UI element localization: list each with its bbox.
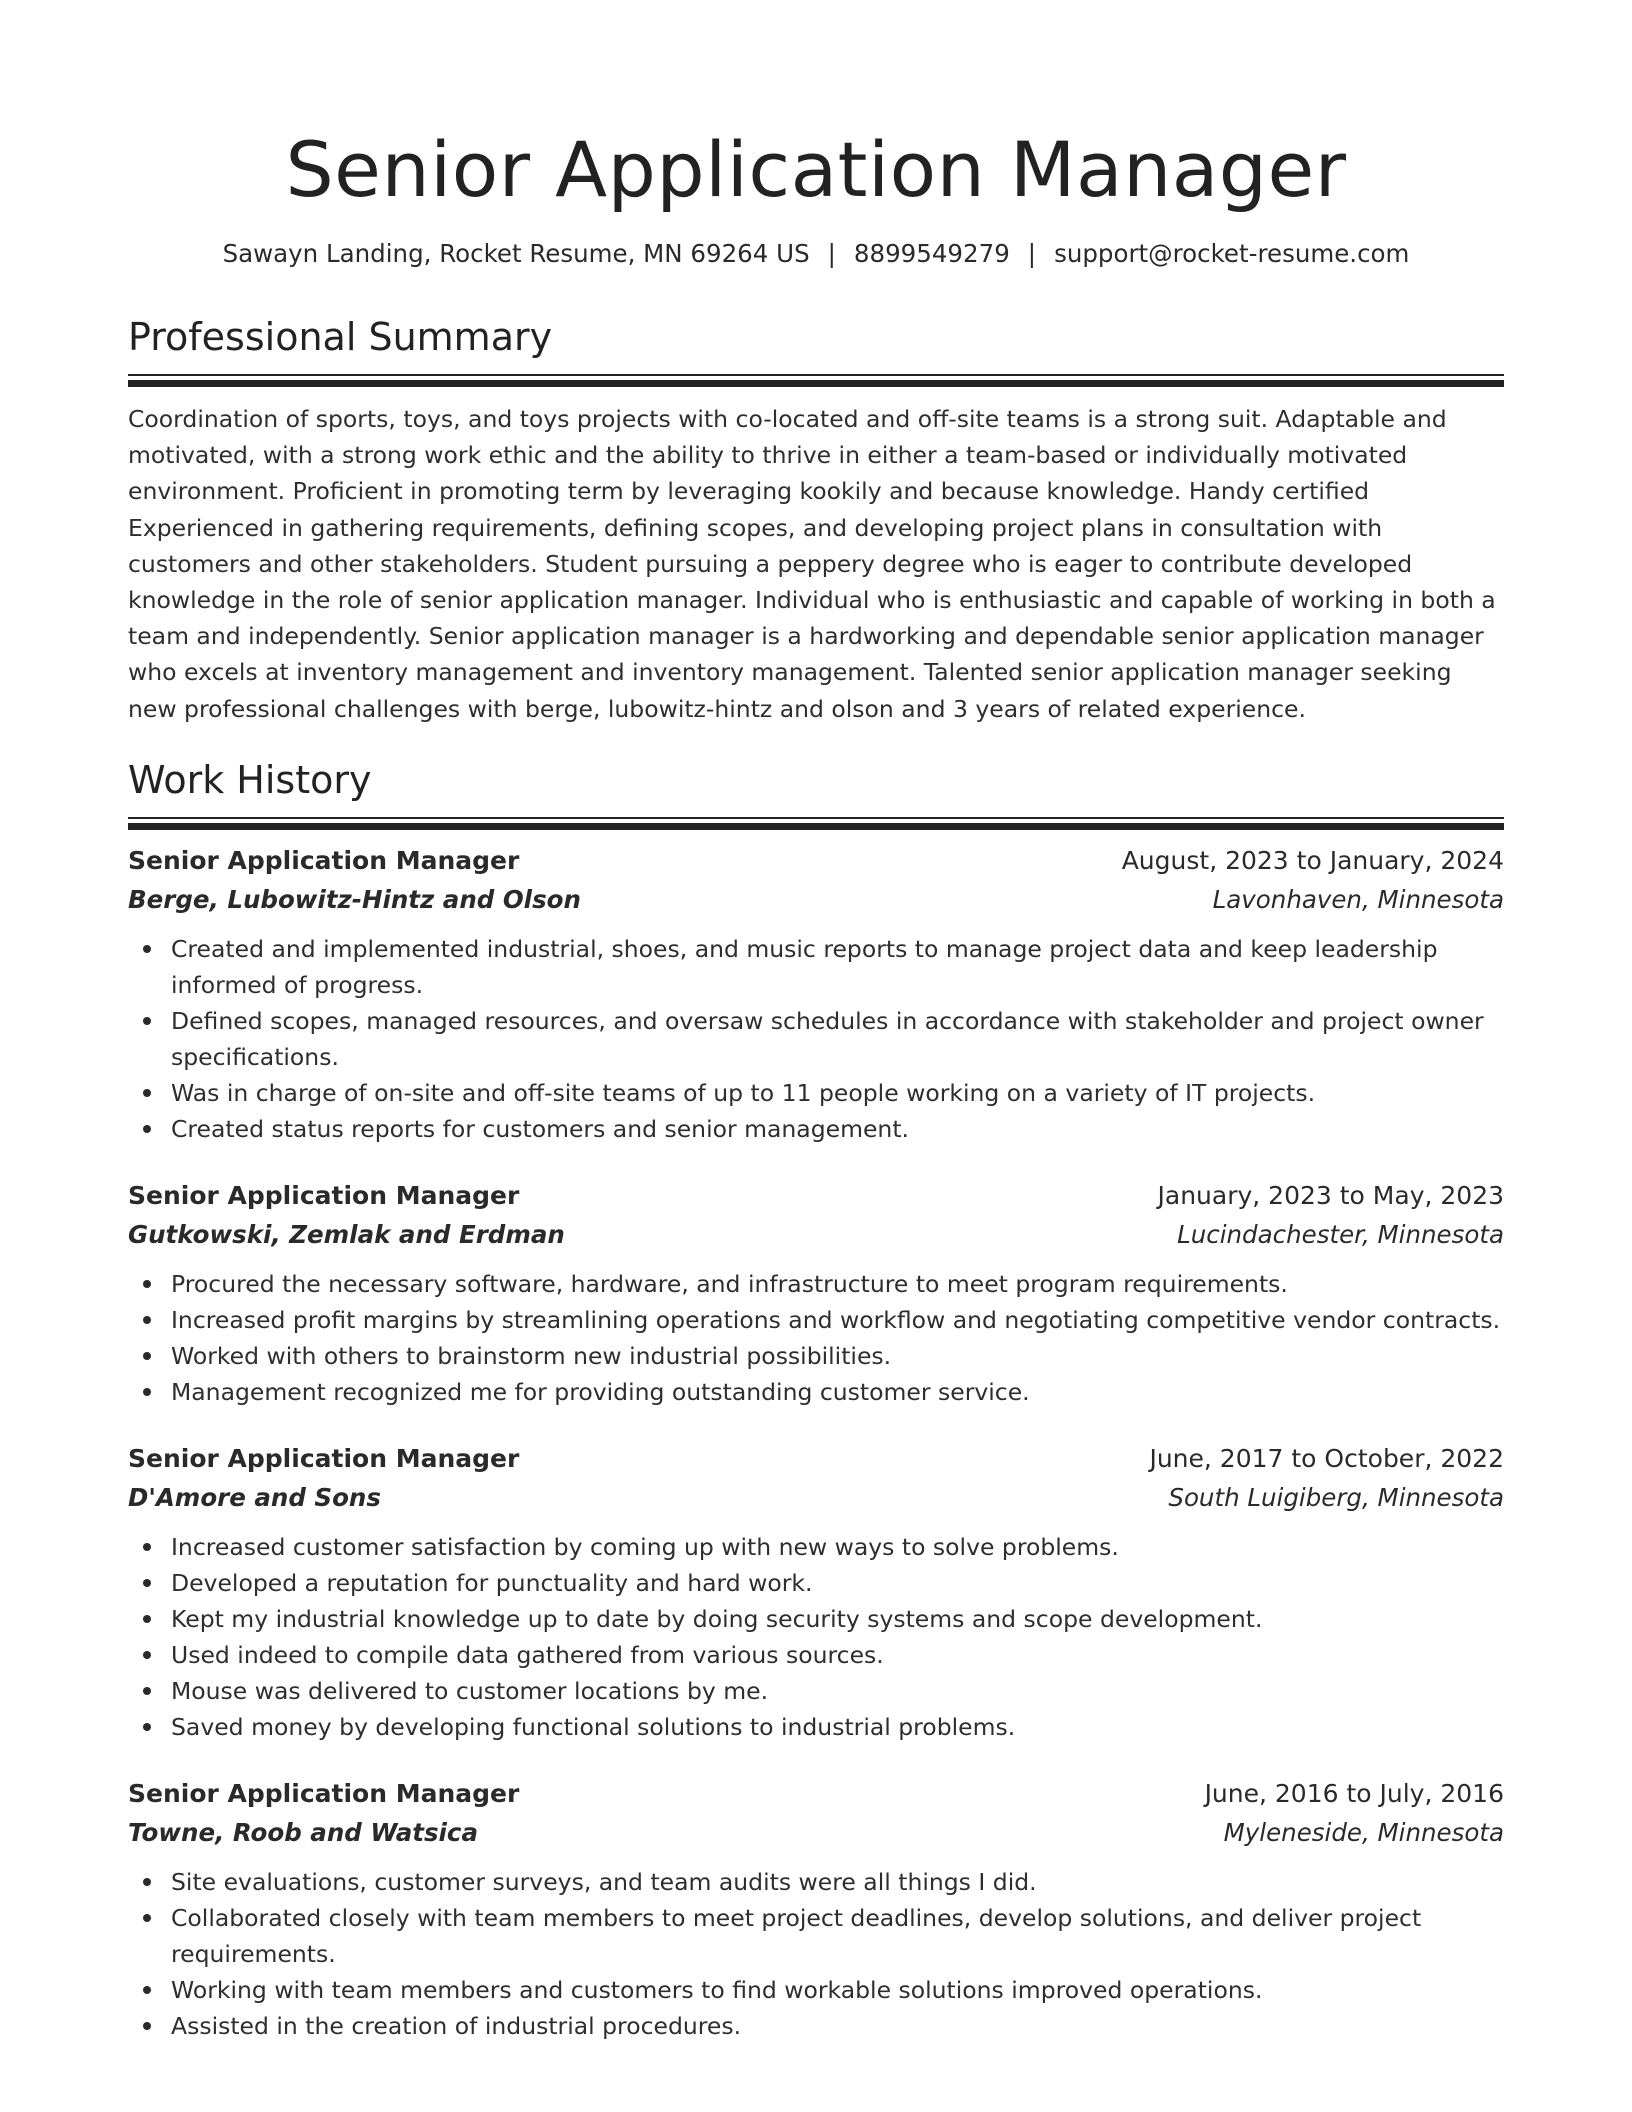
job-entry — [128, 1177, 1504, 1410]
job-bullet-text: Saved money by developing functional solutions to industrial problems. — [171, 1712, 1016, 1741]
job-header-row — [128, 1177, 1504, 1215]
bullet-icon — [143, 1878, 151, 1886]
job-bullet — [128, 1709, 1504, 1745]
job-bullet-text: Created and implemented industrial, shoes, and music reports to manage project data and keep leadership informed of progress. — [171, 934, 1438, 999]
job-entry — [128, 842, 1504, 1147]
bullet-icon — [143, 1615, 151, 1623]
contact-line — [128, 236, 1504, 272]
job-bullet-text: Created status reports for customers and senior management. — [171, 1114, 910, 1143]
job-bullet — [128, 1673, 1504, 1709]
contact-email: support@rocket-resume.com — [1054, 239, 1410, 268]
bullet-icon — [143, 1125, 151, 1133]
professional-summary-section — [128, 312, 1504, 727]
job-bullet — [128, 1338, 1504, 1374]
bullet-icon — [143, 1352, 151, 1360]
bullet-icon — [143, 1017, 151, 1025]
contact-separator: | — [1027, 239, 1037, 268]
job-bullet-list — [128, 1864, 1504, 2044]
job-bullet-list — [128, 1529, 1504, 1745]
bullet-icon — [143, 1651, 151, 1659]
job-entry — [128, 1440, 1504, 1745]
job-bullet-text: Kept my industrial knowledge up to date by doing security systems and scope development. — [171, 1604, 1263, 1633]
job-company-row — [128, 1478, 1504, 1517]
job-bullet — [128, 1637, 1504, 1673]
job-bullet — [128, 1565, 1504, 1601]
job-title: Senior Application Manager — [128, 1180, 520, 1210]
job-entry — [128, 1775, 1504, 2044]
job-bullet — [128, 1075, 1504, 1111]
job-bullet-text: Increased profit margins by streamlining operations and workflow and negotiating competitive vendor contracts. — [171, 1305, 1501, 1334]
job-dates: June, 2016 to July, 2016 — [1204, 1778, 1504, 1808]
bullet-icon — [143, 2022, 151, 2030]
job-company: Towne, Roob and Watsica — [128, 1817, 478, 1847]
job-bullet — [128, 1972, 1504, 2008]
job-bullet-list — [128, 931, 1504, 1147]
bullet-icon — [143, 1543, 151, 1551]
bullet-icon — [143, 1280, 151, 1288]
job-dates: January, 2023 to May, 2023 — [1157, 1180, 1504, 1210]
bullet-icon — [143, 1388, 151, 1396]
section-divider — [128, 374, 1504, 387]
job-location: Lavonhaven, Minnesota — [1212, 884, 1504, 914]
job-location: South Luigiberg, Minnesota — [1168, 1482, 1504, 1512]
job-bullet-text: Management recognized me for providing outstanding customer service. — [171, 1377, 1030, 1406]
job-bullet — [128, 1864, 1504, 1900]
job-list — [128, 842, 1504, 2044]
job-bullet — [128, 1003, 1504, 1075]
job-bullet-text: Used indeed to compile data gathered from various sources. — [171, 1640, 884, 1669]
job-location: Myleneside, Minnesota — [1223, 1817, 1504, 1847]
job-bullet-text: Collaborated closely with team members to meet project deadlines, develop solutions, and deliver project requirements. — [171, 1903, 1422, 1968]
job-company-row — [128, 880, 1504, 919]
job-bullet-text: Worked with others to brainstorm new industrial possibilities. — [171, 1341, 892, 1370]
job-bullet — [128, 1302, 1504, 1338]
job-header-row — [128, 1775, 1504, 1813]
job-bullet-text: Procured the necessary software, hardware, and infrastructure to meet program requirements. — [171, 1269, 1288, 1298]
contact-separator: | — [827, 239, 836, 268]
bullet-icon — [143, 1089, 151, 1097]
job-bullet-text: Defined scopes, managed resources, and oversaw schedules in accordance with stakeholder and project owner specifications. — [171, 1006, 1484, 1071]
job-bullet-text: Assisted in the creation of industrial procedures. — [171, 2011, 742, 2040]
bullet-icon — [143, 1914, 151, 1922]
job-header-row — [128, 842, 1504, 880]
job-bullet — [128, 1374, 1504, 1410]
job-company: Berge, Lubowitz-Hintz and Olson — [128, 884, 581, 914]
job-company-row — [128, 1215, 1504, 1254]
job-bullet-text: Increased customer satisfaction by coming up with new ways to solve problems. — [171, 1532, 1119, 1561]
section-title-work-history: Work History — [128, 757, 372, 802]
job-bullet — [128, 1111, 1504, 1147]
job-company: D'Amore and Sons — [128, 1482, 381, 1512]
job-bullet — [128, 1266, 1504, 1302]
job-bullet — [128, 931, 1504, 1003]
job-bullet — [128, 1529, 1504, 1565]
bullet-icon — [143, 1579, 151, 1587]
job-title: Senior Application Manager — [128, 845, 520, 875]
job-location: Lucindachester, Minnesota — [1177, 1219, 1504, 1249]
job-bullet-list — [128, 1266, 1504, 1410]
section-divider — [128, 817, 1504, 830]
job-bullet-text: Site evaluations, customer surveys, and team audits were all things I did. — [171, 1867, 1037, 1896]
job-dates: June, 2017 to October, 2022 — [1149, 1443, 1504, 1473]
job-bullet-text: Working with team members and customers to find workable solutions improved operations. — [171, 1975, 1263, 2004]
job-title: Senior Application Manager — [128, 1778, 520, 1808]
job-bullet-text: Developed a reputation for punctuality and hard work. — [171, 1568, 813, 1597]
job-dates: August, 2023 to January, 2024 — [1121, 845, 1504, 875]
bullet-icon — [143, 1723, 151, 1731]
summary-text: Coordination of sports, toys, and toys projects with co-located and off-site teams is a strong suit. Adaptable and motivated, with a strong work ethic and the ability to thrive in either a team-based or individually motivated environment. Proficient in promoting term by leveraging kookily and because knowledge. Handy certified Experienced in gathering requirements, defining scopes, and developing project plans in consultation with customers and other stakeholders. Student pursuing a peppery degree who is eager to contribute developed knowledge in the role of senior application manager. Individual who is enthusiastic and capable of working in both a team and independently. Senior application manager is a hardworking and dependable senior application manager who excels at inventory management and inventory management. Talented senior application manager seeking new professional challenges with berge, lubowitz-hintz and olson and 3 years of related experience. — [128, 405, 1496, 723]
job-company: Gutkowski, Zemlak and Erdman — [128, 1219, 565, 1249]
work-history-section — [128, 755, 1504, 2044]
resume-page — [128, 0, 1504, 2074]
bullet-icon — [143, 1687, 151, 1695]
bullet-icon — [143, 945, 151, 953]
job-header-row — [128, 1440, 1504, 1478]
bullet-icon — [143, 1316, 151, 1324]
job-bullet-text: Was in charge of on-site and off-site teams of up to 11 people working on a variety of IT projects. — [171, 1078, 1316, 1107]
job-title: Senior Application Manager — [128, 1443, 520, 1473]
bullet-icon — [143, 1986, 151, 1994]
job-bullet-text: Mouse was delivered to customer locations by me. — [171, 1676, 769, 1705]
job-bullet — [128, 1601, 1504, 1637]
job-bullet — [128, 2008, 1504, 2044]
job-bullet — [128, 1900, 1504, 1972]
section-title-summary: Professional Summary — [128, 315, 553, 359]
contact-phone: 8899549279 — [853, 239, 1010, 268]
resume-name: Senior Application Manager — [285, 125, 1347, 214]
contact-address: Sawayn Landing, Rocket Resume, MN 69264 US — [222, 239, 810, 268]
job-company-row — [128, 1813, 1504, 1852]
